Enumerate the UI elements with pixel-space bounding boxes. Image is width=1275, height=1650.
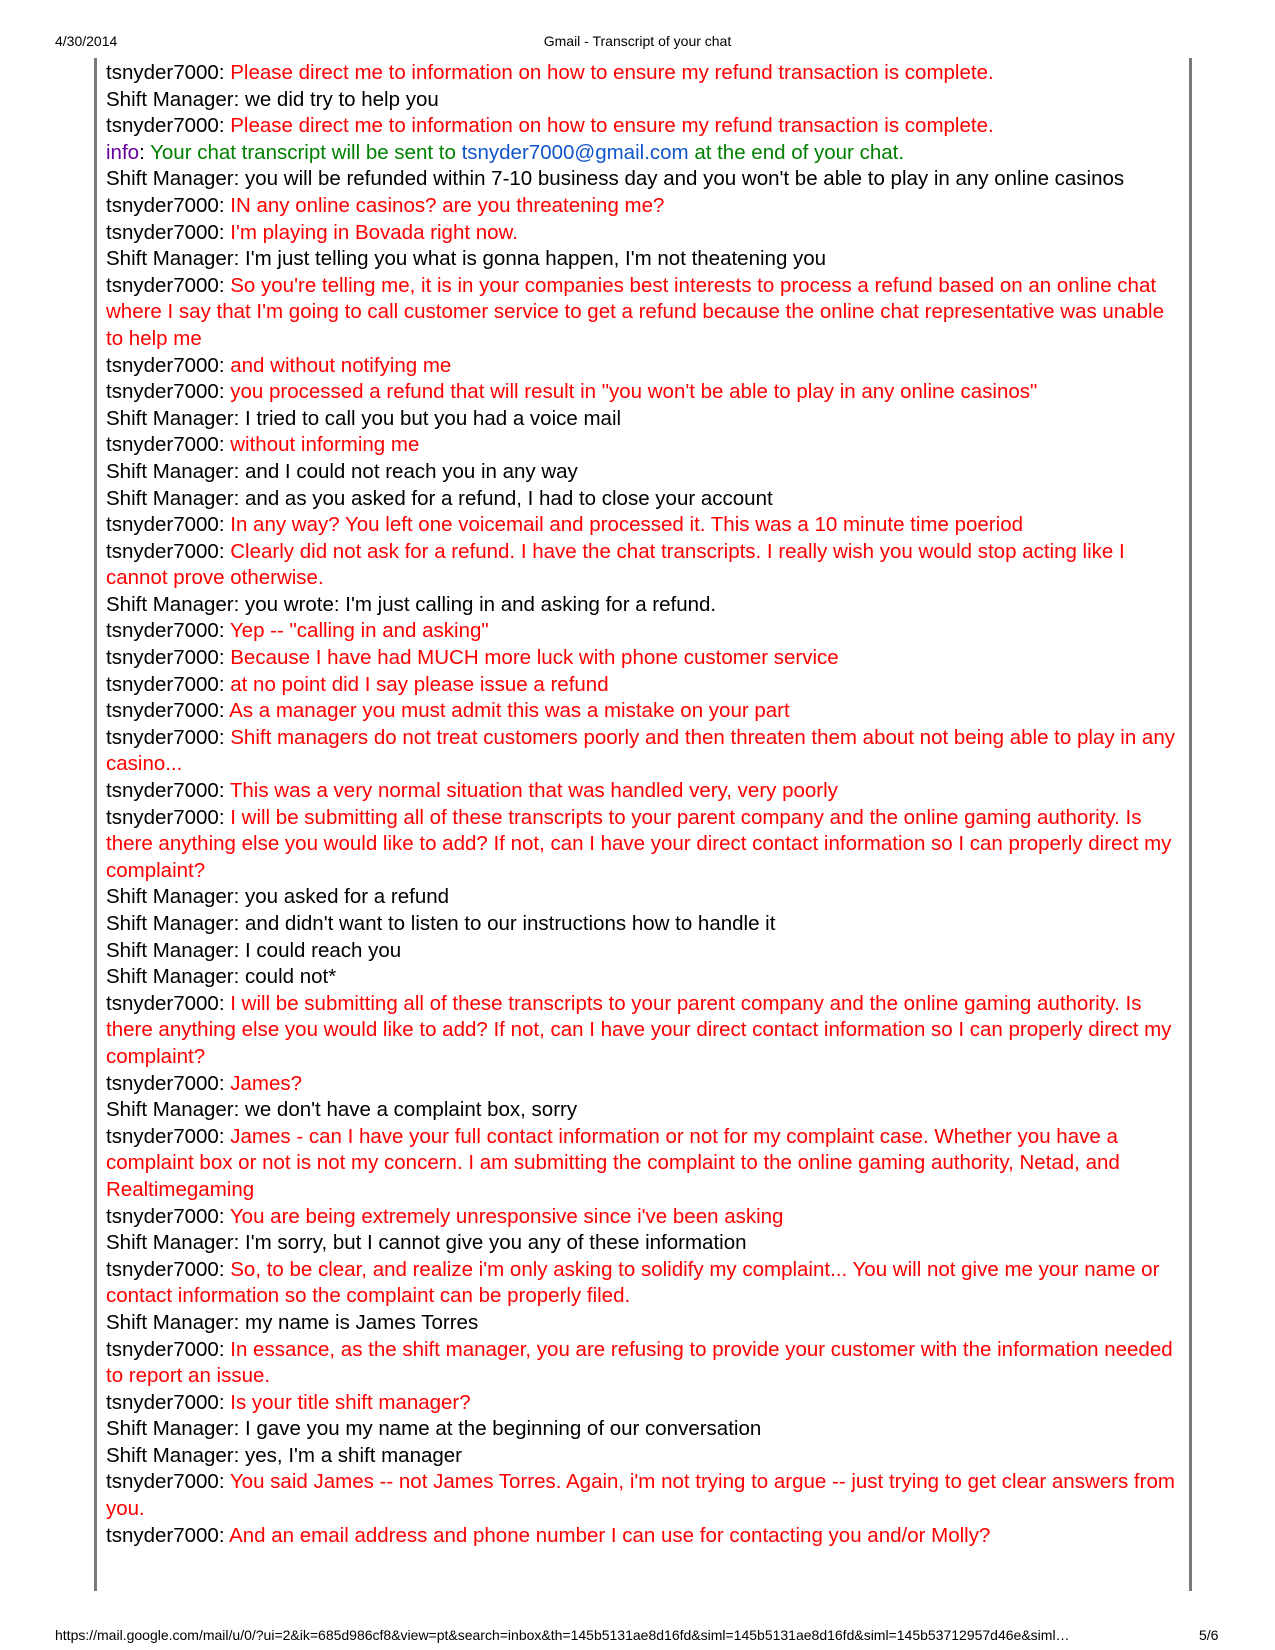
speaker-name: tsnyder7000 — [106, 1470, 219, 1494]
chat-message-manager: Shift Manager: we did try to help you — [106, 87, 439, 111]
message-text: You are being extremely unresponsive since i've been asking — [229, 1204, 784, 1228]
speaker-name: tsnyder7000 — [106, 114, 219, 138]
page-title: Gmail - Transcript of your chat — [543, 33, 732, 49]
message-text: yes, I'm a shift manager — [245, 1443, 463, 1467]
chat-message-manager: Shift Manager: and didn't want to listen to our instructions how to handle it — [106, 912, 776, 935]
chat-message-user: tsnyder7000: As a manager you must admit this was a mistake on your part — [106, 699, 790, 723]
chat-message-user: tsnyder7000: This was a very normal situation that was handled very, very poorly — [106, 779, 838, 803]
message-text: James - can I have your full contact information or not for my complaint case. Whether you have a complaint box or not is not my concern. I am submitting the complaint to the online gaming authority, Netad, and Realtimegaming — [106, 1124, 1120, 1201]
chat-message-user: tsnyder7000: You said James -- not James Torres. Again, i'm not trying to argue -- just trying to get clear answers from you. — [106, 1470, 1175, 1521]
chat-message-user: tsnyder7000: Please direct me to information on how to ensure my refund transaction is complete. — [106, 61, 994, 84]
chat-message-user: tsnyder7000: without informing me — [106, 433, 420, 457]
message-text: Because I have had MUCH more luck with phone customer service — [230, 646, 839, 670]
info-text: Your chat transcript will be sent to — [150, 140, 462, 164]
speaker-name: tsnyder7000 — [106, 1523, 219, 1547]
message-text: So, to be clear, and realize i'm only asking to solidify my complaint... You will not give me your name or contact information so the complaint can be properly filed. — [106, 1257, 1160, 1308]
chat-message-manager: Shift Manager: I could reach you — [106, 938, 402, 962]
message-text: In essance, as the shift manager, you are refusing to provide your customer with the information needed to report an issue. — [106, 1337, 1173, 1388]
message-text: I'm just telling you what is gonna happen, I'm not theatening you — [245, 247, 827, 271]
speaker-name: Shift Manager — [106, 912, 234, 935]
speaker-name: tsnyder7000 — [106, 513, 219, 537]
chat-message-user: tsnyder7000: and without notifying me — [106, 353, 452, 377]
speaker-name: Shift Manager — [106, 87, 234, 111]
chat-message-user: tsnyder7000: I will be submitting all of these transcripts to your parent company and the online gaming authority. Is there anything else you would like to add? If not, can I have your direct contact information so I can properly direct my complaint? — [106, 991, 1172, 1068]
speaker-name: tsnyder7000 — [106, 1071, 219, 1095]
chat-message-manager: Shift Manager: and as you asked for a refund, I had to close your account — [106, 486, 773, 510]
chat-message-manager: Shift Manager: you will be refunded within 7-10 business day and you won't be able to play in any online casinos — [106, 167, 1125, 191]
chat-message-user: tsnyder7000: Yep -- "calling in and asking" — [106, 619, 489, 643]
chat-message-manager: Shift Manager: my name is James Torres — [106, 1310, 479, 1334]
speaker-name: tsnyder7000 — [106, 1124, 219, 1148]
message-text: and as you asked for a refund, I had to close your account — [245, 486, 773, 510]
speaker-name: tsnyder7000 — [106, 725, 219, 749]
speaker-name: Shift Manager — [106, 247, 234, 271]
chat-message-user: tsnyder7000: James - can I have your full contact information or not for my complaint case. Whether you have a complaint box or not is not my concern. I am submitting the complaint to the online gaming authority, Netad, and Realtimegaming — [106, 1124, 1120, 1201]
chat-message-manager: Shift Manager: yes, I'm a shift manager — [106, 1443, 463, 1467]
chat-message-user: tsnyder7000: In any way? You left one voicemail and processed it. This was a 10 minute time poeriod — [106, 513, 1023, 537]
chat-message-user: tsnyder7000: IN any online casinos? are you threatening me? — [106, 193, 665, 217]
chat-message-user: tsnyder7000: Clearly did not ask for a refund. I have the chat transcripts. I really wish you would stop acting like I cannot prove otherwise. — [106, 539, 1125, 590]
left-border — [94, 58, 97, 1591]
message-text: you will be refunded within 7-10 business day and you won't be able to play in any online casinos — [245, 167, 1125, 191]
speaker-name: Shift Manager — [106, 406, 234, 430]
speaker-name: Shift Manager — [106, 167, 234, 191]
speaker-name: tsnyder7000 — [106, 1204, 219, 1228]
speaker-name: Shift Manager — [106, 965, 234, 989]
message-text: we did try to help you — [245, 87, 439, 111]
speaker-name: tsnyder7000 — [106, 220, 219, 244]
chat-message-user: tsnyder7000: I will be submitting all of these transcripts to your parent company and the online gaming authority. Is there anything else you would like to add? If not, can I have your direct contact information so I can properly direct my complaint? — [106, 805, 1172, 882]
message-text: Please direct me to information on how to ensure my refund transaction is complete. — [230, 61, 994, 84]
chat-message-manager: Shift Manager: could not* — [106, 965, 337, 989]
chat-message-user: tsnyder7000: So, to be clear, and realize i'm only asking to solidify my complaint... You will not give me your name or contact information so the complaint can be properly filed. — [106, 1257, 1160, 1308]
chat-message-manager: Shift Manager: I tried to call you but you had a voice mail — [106, 406, 622, 430]
speaker-name: tsnyder7000 — [106, 193, 219, 217]
speaker-name: tsnyder7000 — [106, 273, 219, 297]
chat-message-user: tsnyder7000: Because I have had MUCH more luck with phone customer service — [106, 646, 839, 670]
message-text: you asked for a refund — [245, 885, 450, 909]
speaker-name: tsnyder7000 — [106, 539, 219, 563]
message-text: I gave you my name at the beginning of our conversation — [245, 1417, 762, 1441]
message-text: So you're telling me, it is in your companies best interests to process a refund based on an online chat where I say that I'm going to call customer service to get a refund because the online chat representative was unable to help me — [106, 273, 1164, 350]
speaker-name: Shift Manager — [106, 459, 234, 483]
message-text: and didn't want to listen to our instructions how to handle it — [245, 912, 776, 935]
speaker-name: Shift Manager — [106, 486, 234, 510]
message-text: In any way? You left one voicemail and processed it. This was a 10 minute time poeriod — [230, 513, 1023, 537]
chat-message-user: tsnyder7000: James? — [106, 1071, 303, 1095]
chat-message-manager: Shift Manager: you asked for a refund — [106, 885, 450, 909]
chat-message-manager: Shift Manager: you wrote: I'm just calling in and asking for a refund. — [106, 592, 717, 616]
speaker-name: Shift Manager — [106, 1443, 234, 1467]
chat-message-info: info: Your chat transcript will be sent to tsnyder7000@gmail.com at the end of your chat. — [106, 140, 905, 164]
message-text: Shift managers do not treat customers poorly and then threaten them about not being able to play in any casino... — [106, 725, 1175, 776]
chat-transcript — [106, 60, 1178, 1549]
message-text: As a manager you must admit this was a mistake on your part — [229, 699, 790, 723]
message-text: I will be submitting all of these transcripts to your parent company and the online gaming authority. Is there anything else you would like to add? If not, can I have your direct contact information so I can properly direct my complaint? — [106, 991, 1172, 1068]
speaker-name: tsnyder7000 — [106, 805, 219, 829]
chat-message-manager: Shift Manager: we don't have a complaint box, sorry — [106, 1098, 578, 1122]
speaker-name: Shift Manager — [106, 1098, 234, 1122]
speaker-name: tsnyder7000 — [106, 699, 219, 723]
message-text: This was a very normal situation that was handled very, very poorly — [229, 779, 838, 803]
speaker-name: tsnyder7000 — [106, 619, 219, 643]
speaker-name: Shift Manager — [106, 1310, 234, 1334]
message-text: I'm sorry, but I cannot give you any of these information — [245, 1231, 747, 1255]
message-text: James? — [230, 1071, 303, 1095]
message-text: and without notifying me — [230, 353, 452, 377]
chat-message-user: tsnyder7000: In essance, as the shift manager, you are refusing to provide your customer with the information needed to report an issue. — [106, 1337, 1173, 1388]
email-link[interactable]: tsnyder7000@gmail.com — [461, 140, 689, 164]
chat-message-user: tsnyder7000: Please direct me to information on how to ensure my refund transaction is complete. — [106, 114, 994, 138]
speaker-name: Shift Manager — [106, 592, 234, 616]
page-url: https://mail.google.com/mail/u/0/?ui=2&ik=685d986cf8&view=pt&search=inbox&th=145b5131ae8d16fd&siml=145b5131ae8d16fd&siml=145b53712957d46e&siml… — [55, 1627, 1070, 1643]
chat-message-user: tsnyder7000: I'm playing in Bovada right now. — [106, 220, 518, 244]
chat-message-user: tsnyder7000: So you're telling me, it is in your companies best interests to process a refund based on an online chat where I say that I'm going to call customer service to get a refund because the online chat representative was unable to help me — [106, 273, 1164, 350]
message-text: my name is James Torres — [245, 1310, 479, 1334]
chat-message-user: tsnyder7000: You are being extremely unresponsive since i've been asking — [106, 1204, 784, 1228]
info-text: at the end of your chat. — [688, 140, 905, 164]
chat-message-user: tsnyder7000: And an email address and phone number I can use for contacting you and/or Molly? — [106, 1523, 991, 1547]
speaker-name: tsnyder7000 — [106, 353, 219, 377]
message-text: could not* — [245, 965, 337, 989]
message-text: Yep -- "calling in and asking" — [229, 619, 489, 643]
message-text: I tried to call you but you had a voice mail — [245, 406, 622, 430]
message-text: you processed a refund that will result in "you won't be able to play in any online casinos" — [230, 380, 1038, 404]
speaker-name: Shift Manager — [106, 1231, 234, 1255]
speaker-name: Shift Manager — [106, 885, 234, 909]
chat-message-user: tsnyder7000: Is your title shift manager? — [106, 1390, 471, 1414]
message-text: without informing me — [230, 433, 420, 457]
message-text: you wrote: I'm just calling in and asking for a refund. — [245, 592, 717, 616]
message-text: I could reach you — [245, 938, 402, 962]
speaker-name: tsnyder7000 — [106, 61, 219, 84]
message-text: we don't have a complaint box, sorry — [245, 1098, 578, 1122]
message-text: You said James -- not James Torres. Again, i'm not trying to argue -- just trying to get clear answers from you. — [106, 1470, 1175, 1521]
message-text: I will be submitting all of these transcripts to your parent company and the online gaming authority. Is there anything else you would like to add? If not, can I have your direct contact information so I can properly direct my complaint? — [106, 805, 1172, 882]
message-text: at no point did I say please issue a refund — [230, 672, 609, 696]
chat-message-user: tsnyder7000: you processed a refund that will result in "you won't be able to play in any online casinos" — [106, 380, 1038, 404]
message-text: IN any online casinos? are you threatening me? — [230, 193, 665, 217]
message-text: I'm playing in Bovada right now. — [230, 220, 518, 244]
speaker-name: tsnyder7000 — [106, 1390, 219, 1414]
chat-message-manager: Shift Manager: and I could not reach you in any way — [106, 459, 578, 483]
chat-message-user: tsnyder7000: at no point did I say please issue a refund — [106, 672, 609, 696]
chat-message-manager: Shift Manager: I gave you my name at the beginning of our conversation — [106, 1417, 762, 1441]
speaker-name: tsnyder7000 — [106, 646, 219, 670]
speaker-name: tsnyder7000 — [106, 1337, 219, 1361]
speaker-name: info — [106, 140, 140, 164]
page-number: 5/6 — [1199, 1627, 1219, 1643]
speaker-name: tsnyder7000 — [106, 991, 219, 1015]
message-text: Please direct me to information on how to ensure my refund transaction is complete. — [230, 114, 994, 138]
message-text: Is your title shift manager? — [230, 1390, 471, 1414]
chat-message-manager: Shift Manager: I'm sorry, but I cannot give you any of these information — [106, 1231, 747, 1255]
speaker-name: tsnyder7000 — [106, 779, 219, 803]
message-text: Clearly did not ask for a refund. I have the chat transcripts. I really wish you would stop acting like I cannot prove otherwise. — [106, 539, 1125, 590]
speaker-name: tsnyder7000 — [106, 380, 219, 404]
speaker-name: tsnyder7000 — [106, 1257, 219, 1281]
right-border — [1189, 58, 1192, 1591]
message-text: And an email address and phone number I can use for contacting you and/or Molly? — [229, 1523, 991, 1547]
chat-message-user: tsnyder7000: Shift managers do not treat customers poorly and then threaten them about not being able to play in any casino... — [106, 725, 1175, 776]
print-date: 4/30/2014 — [55, 33, 118, 49]
speaker-name: Shift Manager — [106, 1417, 234, 1441]
message-text: and I could not reach you in any way — [245, 459, 578, 483]
speaker-name: Shift Manager — [106, 938, 234, 962]
speaker-name: tsnyder7000 — [106, 672, 219, 696]
chat-message-manager: Shift Manager: I'm just telling you what is gonna happen, I'm not theatening you — [106, 247, 827, 271]
speaker-name: tsnyder7000 — [106, 433, 219, 457]
